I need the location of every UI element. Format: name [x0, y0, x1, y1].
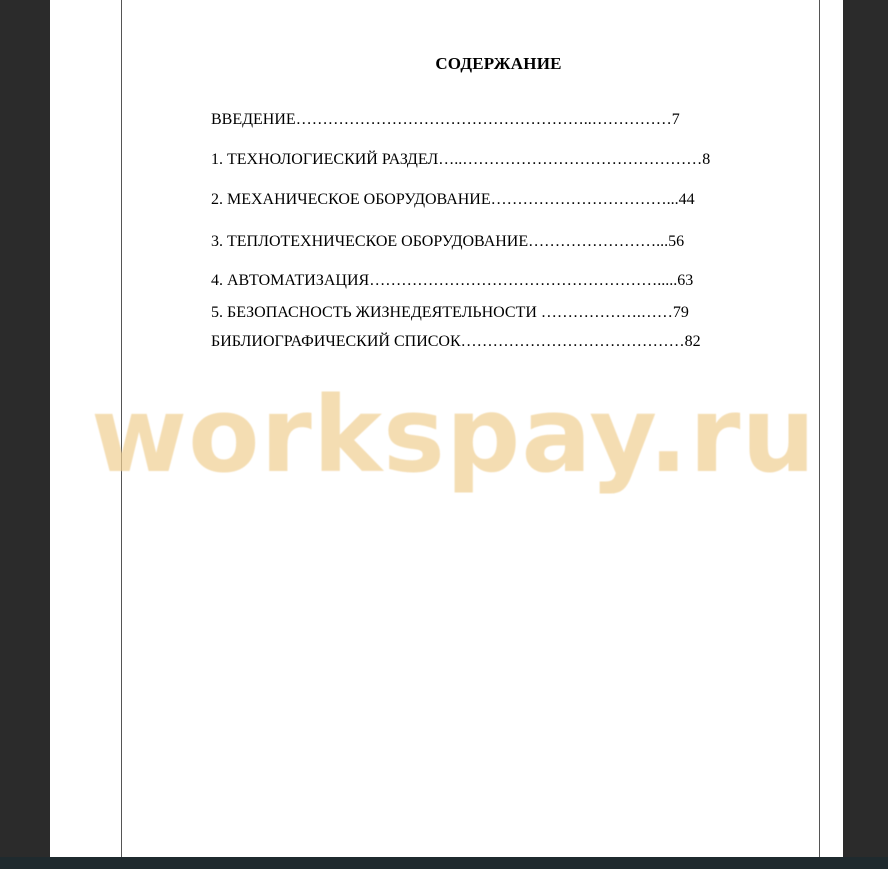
toc-entry-bibliography: БИБЛИОГРАФИЧЕСКИЙ СПИСОК……………………………………82 — [211, 333, 701, 350]
toc-entry-thermal: 3. ТЕПЛОТЕХНИЧЕСКОЕ ОБОРУДОВАНИЕ……………………...56 — [211, 233, 685, 250]
toc-entry-safety: 5. БЕЗОПАСНОСТЬ ЖИЗНЕДЕЯТЕЛЬНОСТИ ……………….……79 — [211, 304, 689, 321]
watermark-text: workspay.ru — [91, 374, 817, 496]
page-margin-line-right — [819, 0, 820, 857]
toc-entry-introduction: ВВЕДЕНИЕ………………………………………………..……………7 — [211, 111, 680, 128]
toc-title: СОДЕРЖАНИЕ — [435, 54, 562, 73]
toc-entry-automation: 4. АВТОМАТИЗАЦИЯ……………………………………………….....63 — [211, 272, 694, 289]
toc-entry-technology: 1. ТЕХНОЛОГИЕСКИЙ РАЗДЕЛ…..………………………………………8 — [211, 151, 711, 168]
viewer-bottom-bar — [0, 857, 888, 869]
toc-entry-mechanical: 2. МЕХАНИЧЕСКОЕ ОБОРУДОВАНИЕ……………………………...44 — [211, 191, 695, 208]
